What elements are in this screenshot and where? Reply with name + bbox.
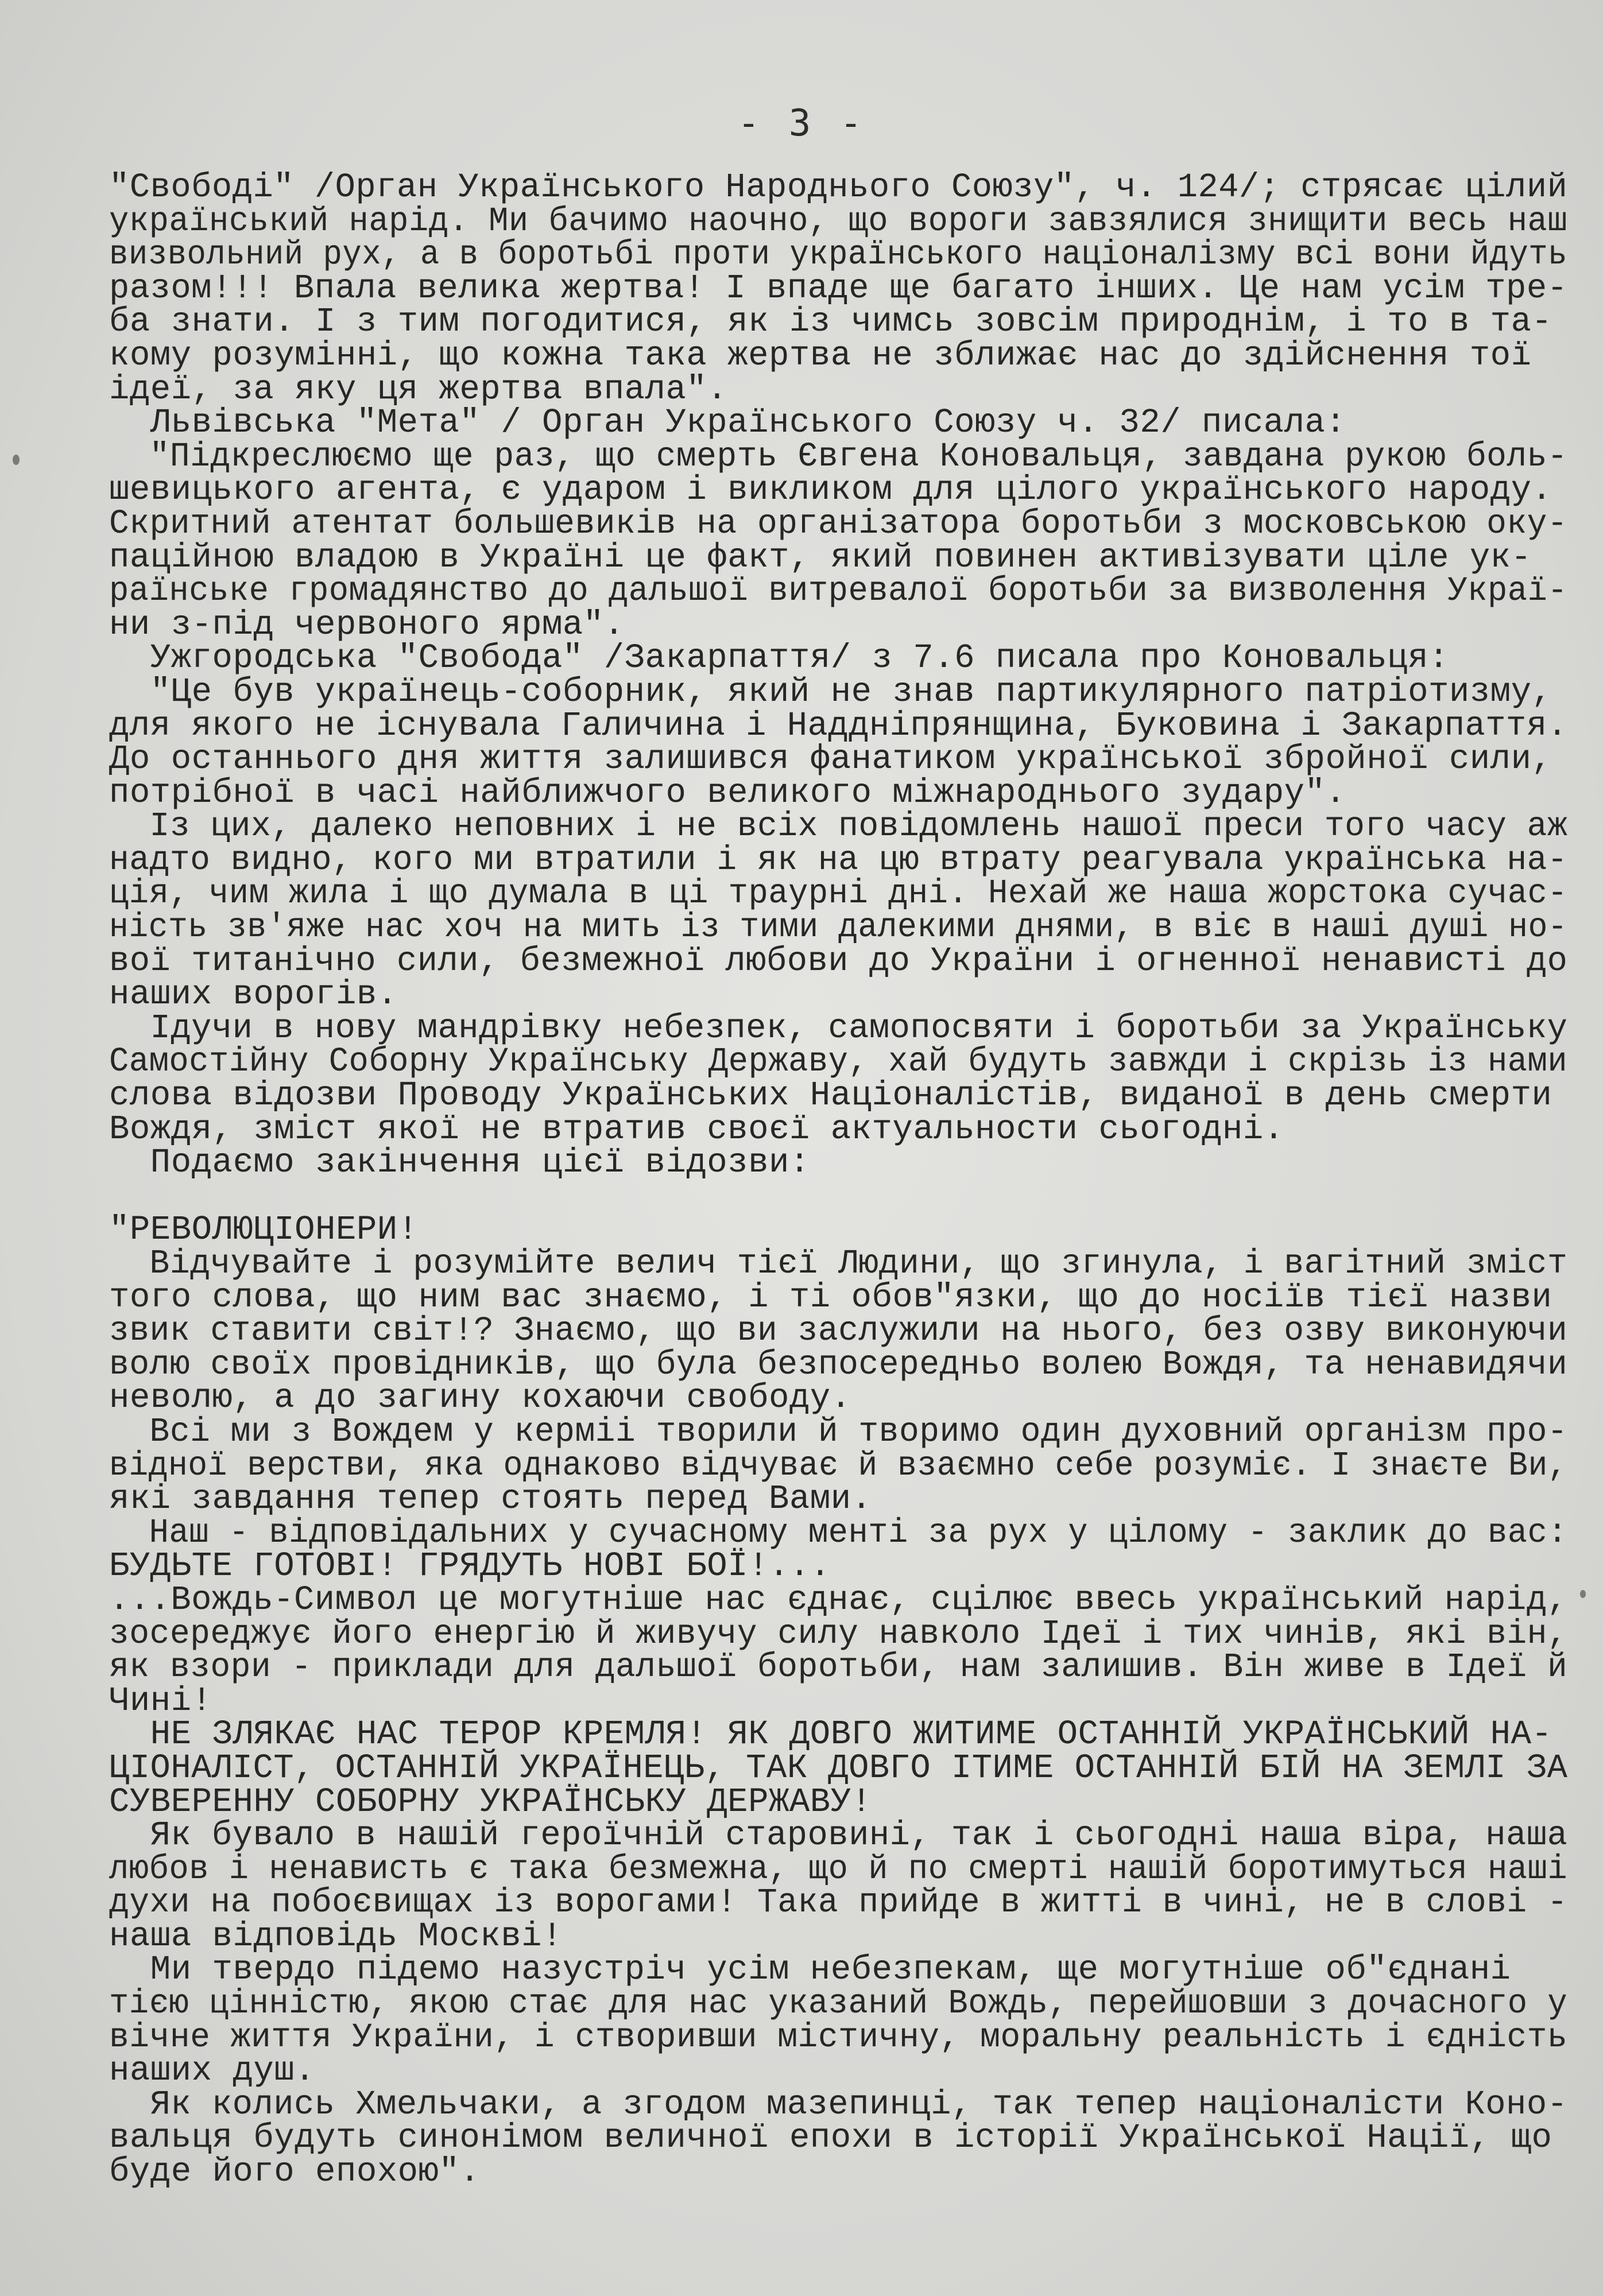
text-line: ...Вождь-Символ це могутніше нас єднає, сцілює ввесь український нарід, — [109, 1580, 1568, 1619]
page-number: - 3 - — [737, 102, 866, 145]
text-line: БУДЬТЕ ГОТОВІ! ГРЯДУТЬ НОВІ БОЇ!... — [109, 1547, 831, 1586]
text-line: як взори - приклади для дальшої боротьби, нам залишив. Він живе в Ідеї й — [109, 1648, 1568, 1687]
text-line: вої титанічно сили, безмежної любови до України і огненної ненависті до — [109, 941, 1568, 980]
text-line: слова відозви Проводу Українських Націоналістів, виданої в день смерти — [109, 1076, 1552, 1115]
text-line: До останнього дня життя залишився фанатиком української збройної сили, — [109, 740, 1552, 779]
text-line: вічне життя України, і створивши містичну, моральну реальність і єдність — [109, 2018, 1568, 2057]
margin-mark — [1580, 1590, 1586, 1598]
text-line: волю своїх провідників, що була безпосередньо волею Вождя, та ненавидячи — [109, 1345, 1568, 1384]
text-line: разом!!! Впала велика жертва! І впаде ще багато інших. Це нам усім тре- — [109, 269, 1568, 308]
text-line: тією цінністю, якою стає для нас указаний Вождь, перейшовши з дочасного у — [109, 1984, 1568, 2023]
text-line: Ужгородська "Свобода" /Закарпаття/ з 7.6 писала про Коновальця: — [109, 639, 1449, 678]
text-line: наша відповідь Москві! — [109, 1917, 563, 1956]
text-line: які завдання тепер стоять перед Вами. — [109, 1480, 872, 1519]
text-line: ідеї, за яку ця жертва впала". — [109, 370, 728, 409]
text-line: Наш - відповідальних у сучасному менті за рух у цілому - заклик до вас: — [109, 1513, 1568, 1552]
text-line: Із цих, далеко неповних і не всіх повідомлень нашої преси того часу аж — [109, 807, 1568, 846]
text-line: Відчувайте і розумійте велич тієї Людини, що згинула, і вагітний зміст — [109, 1244, 1568, 1283]
text-line: ЦІОНАЛІСТ, ОСТАННІЙ УКРАЇНЕЦЬ, ТАК ДОВГО ІТИМЕ ОСТАННІЙ БІЙ НА ЗЕМЛІ ЗА — [109, 1748, 1568, 1787]
text-line: Всі ми з Вождем у керміі творили й творимо один духовний організм про- — [109, 1412, 1568, 1451]
text-line: ція, чим жила і що думала в ці траурні дні. Нехай же наша жорстока сучас- — [109, 874, 1568, 913]
text-line: паційною владою в Україні це факт, який повинен активізувати ціле ук- — [109, 538, 1532, 577]
text-line: духи на побоєвищах із ворогами! Така прийде в житті в чині, не в слові - — [109, 1883, 1568, 1922]
text-line: Подаємо закінчення цієї відозви: — [109, 1143, 810, 1182]
text-line: наших ворогів. — [109, 975, 398, 1014]
body-text — [109, 168, 1568, 2192]
text-line: "Це був українець-соборник, який не знав партикулярного патріотизму, — [109, 672, 1552, 711]
text-line: Як бувало в нашій героїчній старовині, так і сьогодні наша віра, наша — [109, 1816, 1568, 1855]
text-line: НЕ ЗЛЯКАЄ НАС ТЕРОР КРЕМЛЯ! ЯК ДОВГО ЖИТИМЕ ОСТАННІЙ УКРАЇНСЬКИЙ НА- — [109, 1715, 1552, 1754]
text-line: наших душ. — [109, 2051, 316, 2091]
text-line: ни з-під червоного ярма". — [109, 605, 625, 644]
text-line: визвольний рух, а в боротьбі проти українського націоналізму всі вони йдуть — [109, 235, 1567, 274]
text-line: потрібної в часі найближчого великого міжнароднього зудару". — [109, 773, 1346, 812]
text-line: Вождя, зміст якої не втратив своєї актуальности сьогодні. — [109, 1110, 1284, 1149]
text-line: звик ставити світ!? Знаємо, що ви заслужили на нього, без озву виконуючи — [109, 1312, 1568, 1351]
text-line: Ідучи в нову мандрівку небезпек, самопосвяти і боротьби за Українську — [109, 1009, 1568, 1048]
text-line: Ми твердо підемо назустріч усім небезпекам, ще могутніше об"єднані — [109, 1950, 1511, 1989]
text-line: Скритний атентат большевиків на організатора боротьби з московською оку- — [109, 504, 1568, 543]
text-line: кому розумінні, що кожна така жертва не зближає нас до здійснення тої — [109, 336, 1532, 375]
margin-mark — [13, 455, 20, 465]
text-line: Самостійну Соборну Українську Державу, хай будуть завжди і скрізь із нами — [109, 1042, 1568, 1081]
text-line: для якого не існувала Галичина і Наддніпрянщина, Буковина і Закарпаття. — [109, 706, 1568, 745]
text-line: раїнське громадянство до дальшої витревалої боротьби за визволення Украї- — [109, 572, 1568, 611]
text-line: Львівська "Мета" / Орган Українського Союзу ч. 32/ писала: — [109, 404, 1346, 443]
text-line: шевицького агента, є ударом і викликом для цілого українського народу. — [109, 471, 1552, 510]
text-line: вальця будуть синонімом величної епохи в історії Української Нації, що — [109, 2119, 1552, 2158]
text-line: "Підкреслюємо ще раз, що смерть Євгена Коновальця, завдана рукою боль- — [109, 437, 1568, 476]
text-line: відної верстви, яка однаково відчуває й взаємно себе розуміє. І знаєте Ви, — [109, 1446, 1568, 1485]
text-line: "РЕВОЛЮЦІОНЕРИ! — [109, 1211, 419, 1250]
text-line: СУВЕРЕННУ СОБОРНУ УКРАЇНСЬКУ ДЕРЖАВУ! — [109, 1782, 872, 1821]
text-line: ба знати. І з тим погодитися, як із чимсь зовсім природнім, і то в та- — [109, 302, 1552, 342]
text-line: неволю, а до загину кохаючи свободу. — [109, 1379, 851, 1418]
text-line: "Свободі" /Орган Українського Народнього Союзу", ч. 124/; стрясає цілий — [109, 168, 1568, 207]
text-line: Чині! — [109, 1681, 212, 1720]
text-line — [109, 1180, 1567, 1214]
text-line: Як колись Хмельчаки, а згодом мазепинці, так тепер націоналісти Коно- — [109, 2085, 1568, 2124]
text-line: того слова, що ним вас знаємо, і ті обов"язки, що до носіїв тієї назви — [109, 1278, 1552, 1317]
text-line: буде його епохою". — [109, 2152, 481, 2192]
text-line: надто видно, кого ми втратили і як на цю втрату реагувала українська на- — [109, 840, 1568, 879]
text-line: зосереджує його енергію й живучу силу навколо Ідеї і тих чинів, які він, — [109, 1614, 1568, 1653]
text-line: любов і ненависть є така безмежна, що й по смерті нашій боротимуться наші — [109, 1849, 1568, 1888]
text-line: український нарід. Ми бачимо наочно, що вороги завзялися знищити весь наш — [109, 201, 1568, 241]
text-line: ність зв'яже нас хоч на мить із тими далекими днями, в віє в наші душі но- — [109, 908, 1568, 947]
